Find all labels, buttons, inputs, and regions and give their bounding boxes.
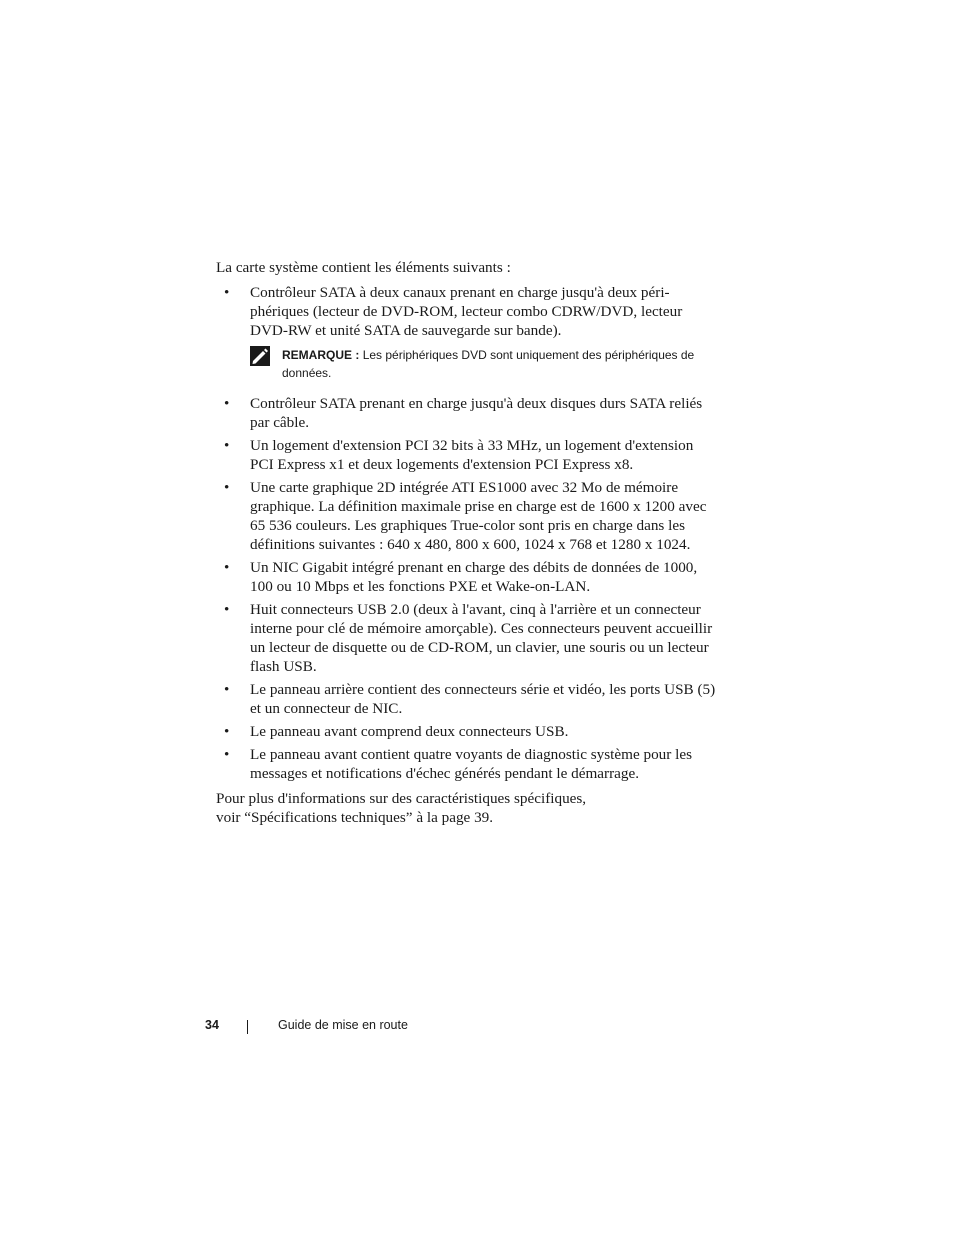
document-title: Guide de mise en route	[278, 1018, 408, 1032]
closing-line-1: Pour plus d'informations sur des caractéristiques spécifiques,	[216, 790, 587, 807]
closing-line-2: voir “Spécifications techniques” à la page 39.	[216, 809, 494, 826]
body-content	[216, 258, 716, 827]
list-item	[216, 558, 716, 596]
list-item-text: Contrôleur SATA à deux canaux prenant en charge jusqu'à deux péri- phériques (lecteur de DVD-ROM, lecteur combo CDRW/DVD, lecteur DVD-RW et unité SATA de sauvegarde sur bande).	[250, 284, 683, 339]
list-item-text: Le panneau avant contient quatre voyants de diagnostic système pour les messages et notifications d'échec générés pendant le démarrage.	[250, 746, 692, 782]
list-item	[216, 722, 716, 741]
note-box	[250, 346, 712, 382]
list-item	[216, 478, 716, 554]
page-number: 34	[205, 1018, 219, 1032]
list-item	[216, 283, 716, 340]
list-item-text: Huit connecteurs USB 2.0 (deux à l'avant, cinq à l'arrière et un connecteur interne pour clé de mémoire amorçable). Ces connecteurs peuvent accueillir un lecteur de disquette ou de CD-ROM, un clavier, une souris ou un lecteur flash USB.	[250, 601, 713, 675]
list-item-text: Un NIC Gigabit intégré prenant en charge des débits de données de 1000, 100 ou 10 Mbps et les fonctions PXE et Wake-on-LAN.	[250, 559, 698, 595]
list-item-text: Contrôleur SATA prenant en charge jusqu'à deux disques durs SATA reliés par câble.	[250, 395, 703, 431]
bullet-icon: •	[224, 681, 230, 698]
bullet-icon: •	[224, 479, 230, 496]
list-item	[216, 600, 716, 676]
note-text: Les périphériques DVD sont uniquement des périphériques de données.	[282, 348, 695, 380]
list-item-text: Une carte graphique 2D intégrée ATI ES1000 avec 32 Mo de mémoire graphique. La définition maximale prise en charge est de 1600 x 1200 avec 65 536 couleurs. Les graphiques True-color sont pris en charge dans les définitions suivantes : 640 x 480, 800 x 600, 1024 x 768 et 1280 x 1024.	[250, 479, 707, 553]
note-pencil-icon	[250, 346, 270, 366]
closing-paragraph	[216, 789, 716, 827]
page-footer	[205, 1018, 505, 1038]
list-item	[216, 680, 716, 718]
intro-paragraph: La carte système contient les éléments suivants :	[216, 259, 511, 276]
bullet-icon: •	[224, 601, 230, 618]
footer-separator	[247, 1020, 248, 1034]
list-item-text: Le panneau arrière contient des connecteurs série et vidéo, les ports USB (5) et un connecteur de NIC.	[250, 681, 716, 717]
features-list-continued	[216, 394, 716, 783]
list-item	[216, 394, 716, 432]
bullet-icon: •	[224, 746, 230, 763]
features-list	[216, 283, 716, 340]
bullet-icon: •	[224, 559, 230, 576]
bullet-icon: •	[224, 284, 230, 301]
list-item-text: Un logement d'extension PCI 32 bits à 33 MHz, un logement d'extension PCI Express x1 et deux logements d'extension PCI Express x8.	[250, 437, 694, 473]
note-label: REMARQUE :	[282, 348, 360, 362]
list-item	[216, 436, 716, 474]
bullet-icon: •	[224, 437, 230, 454]
bullet-icon: •	[224, 723, 230, 740]
list-item-text: Le panneau avant comprend deux connecteurs USB.	[250, 723, 569, 740]
bullet-icon: •	[224, 395, 230, 412]
list-item	[216, 745, 716, 783]
